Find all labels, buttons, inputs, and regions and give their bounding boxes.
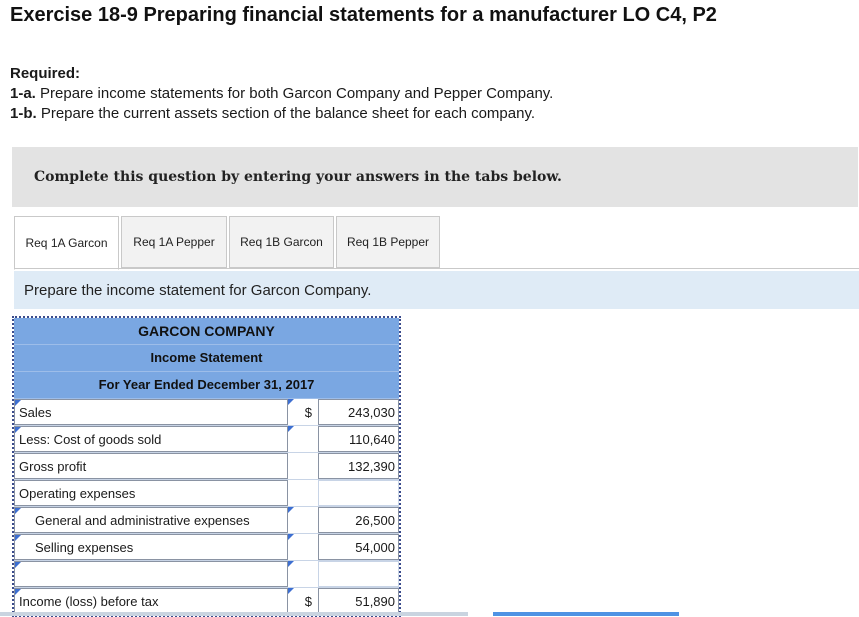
statement-company-name: GARCON COMPANY	[14, 318, 399, 345]
dropdown-marker-icon	[288, 561, 294, 567]
table-row	[14, 480, 399, 507]
amount-input[interactable]: 243,030	[318, 399, 399, 425]
row-label: Sales	[19, 404, 52, 420]
statement-period: For Year Ended December 31, 2017	[14, 372, 399, 399]
row-label: General and administrative expenses	[35, 512, 250, 528]
income-statement-table	[12, 316, 401, 617]
table-row	[14, 426, 399, 453]
tab-req-1b-garcon[interactable]: Req 1B Garcon	[229, 216, 334, 268]
table-row	[14, 399, 399, 426]
currency-symbol	[288, 588, 318, 614]
instructions-banner: Complete this question by entering your answers in the tabs below.	[12, 147, 858, 207]
dropdown-marker-icon	[15, 508, 21, 514]
currency-text: $	[304, 593, 312, 609]
currency-symbol	[288, 399, 318, 425]
currency-symbol	[288, 534, 318, 560]
dropdown-marker-icon	[15, 589, 21, 595]
table-row	[14, 588, 399, 615]
tab-req-1b-pepper[interactable]: Req 1B Pepper	[336, 216, 440, 268]
requirement-code: 1-b.	[10, 105, 37, 122]
dropdown-marker-icon	[288, 588, 294, 594]
row-label-input[interactable]	[14, 453, 288, 479]
table-row	[14, 561, 399, 588]
row-label-input[interactable]	[14, 426, 288, 452]
tab-req-1a-pepper[interactable]: Req 1A Pepper	[121, 216, 227, 268]
dropdown-marker-icon	[15, 562, 21, 568]
currency-symbol	[288, 426, 318, 452]
requirement-1a	[10, 84, 553, 104]
statement-title: Income Statement	[14, 345, 399, 372]
tab-divider	[14, 268, 859, 269]
requirement-1b	[10, 104, 553, 124]
row-label: Selling expenses	[35, 539, 134, 555]
row-label-input[interactable]	[14, 534, 288, 560]
row-label-input[interactable]	[14, 507, 288, 533]
table-row	[14, 453, 399, 480]
dropdown-marker-icon	[288, 507, 294, 513]
row-label-input[interactable]	[14, 399, 288, 425]
currency-symbol	[288, 453, 318, 479]
prev-nav-edge[interactable]	[0, 612, 468, 616]
next-nav-edge[interactable]	[493, 612, 679, 616]
currency-symbol	[288, 561, 318, 587]
currency-text: $	[304, 404, 312, 420]
amount-input[interactable]: 54,000	[318, 534, 399, 560]
row-label: Gross profit	[19, 458, 87, 474]
row-label: Income (loss) before tax	[19, 593, 159, 609]
requirement-text: Prepare income statements for both Garcon Company and Pepper Company.	[35, 85, 554, 102]
row-label-input[interactable]	[14, 561, 288, 587]
requirement-text: Prepare the current assets section of the balance sheet for each company.	[36, 105, 536, 122]
tab-req-1a-garcon[interactable]: Req 1A Garcon	[14, 216, 119, 270]
page-title: Exercise 18-9 Preparing financial statements for a manufacturer LO C4, P2	[10, 4, 717, 26]
row-label-input[interactable]	[14, 480, 288, 506]
requirements	[10, 64, 553, 124]
dropdown-marker-icon	[288, 399, 294, 405]
amount-input[interactable]	[318, 561, 399, 587]
tab-instruction: Prepare the income statement for Garcon Company.	[14, 271, 859, 309]
amount-input[interactable]: 132,390	[318, 453, 399, 479]
currency-symbol	[288, 507, 318, 533]
amount-input[interactable]: 110,640	[318, 426, 399, 452]
row-label: Operating expenses	[19, 485, 136, 501]
amount-cell	[318, 480, 399, 506]
tab-bar	[14, 216, 442, 268]
row-label: Less: Cost of goods sold	[19, 431, 162, 447]
dropdown-marker-icon	[15, 427, 21, 433]
table-row	[14, 507, 399, 534]
dropdown-marker-icon	[15, 535, 21, 541]
row-label-input[interactable]	[14, 588, 288, 614]
table-row	[14, 534, 399, 561]
dropdown-marker-icon	[288, 534, 294, 540]
amount-input[interactable]: 26,500	[318, 507, 399, 533]
requirement-code: 1-a.	[10, 85, 36, 102]
requirements-heading: Required:	[10, 65, 81, 82]
dropdown-marker-icon	[288, 426, 294, 432]
currency-symbol	[288, 480, 318, 506]
amount-input[interactable]: 51,890	[318, 588, 399, 614]
dropdown-marker-icon	[15, 400, 21, 406]
